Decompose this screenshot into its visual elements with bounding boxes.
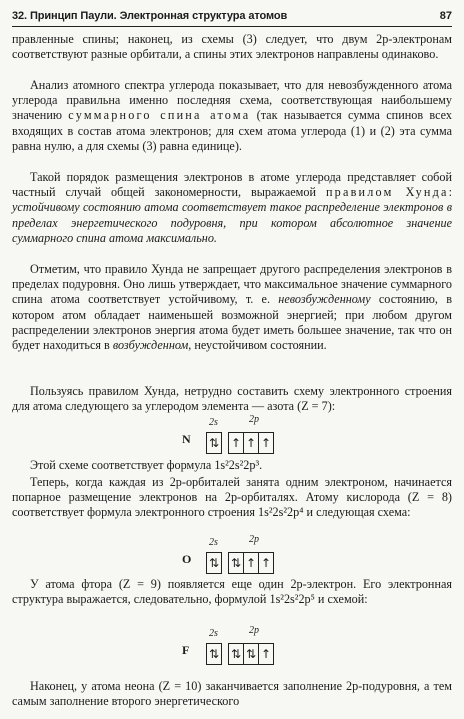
element-symbol: N [182,432,191,446]
orbital-scheme-nitrogen [182,414,292,456]
orbital-cell-2p: ↑ [258,643,274,665]
orbital-cell-2p: ⇅ [228,643,244,665]
orbital-cell-2p: ↑ [258,432,274,454]
hund-rule-term: правилом Хунда [325,185,449,200]
paragraph-8: У атома фтора (Z = 9) появляется еще один 2p-электрон. Его электронная структура выражается, следовательно, формулой 1s²2s²2p⁵ и схемой: [12,577,452,607]
orbital-cell-2p: ↑ [243,552,259,574]
paragraph-1: правленные спины; наконец, из схемы (3) следует, что двум 2p-электронам соответствуют разные орбитали, а спины этих электронов направлены одинаково. [12,32,452,62]
p-sublevel-label: 2p [249,414,259,425]
page-number: 87 [439,10,452,22]
orbital-scheme-fluorine [182,625,292,667]
running-title: 32. Принцип Паули. Электронная структура атомов [12,10,288,22]
p-sublevel-label: 2p [249,534,259,545]
element-symbol: O [182,552,192,566]
orbital-cell-2s: ⇅ [206,643,222,665]
paragraph-7: Теперь, когда каждая из 2p-орбиталей занята одним электроном, начинается попарное размещение электронов на 2p-орбиталях. Атому кислорода (Z = 8) соответствует формула электронного строения 1s²2s²2p⁴ и следующая схема: [12,475,452,520]
paragraph-3: Такой порядок размещения электронов в атоме углерода представляет собой частный случай общей закономерности, выражаемой правилом Хунда: устойчивому состоянию атома соответствует такое распределение электронов в пределах энергетического подуровня, при котором абсолютное значение суммарного спина атома максимально. [12,170,452,245]
hund-rule-statement: устойчивому состоянию атома соответствует такое распределение электронов в пределах энергетического подуровня, при котором абсолютное значение суммарного спина атома максимально. [12,200,452,245]
orbital-cell-2p: ⇅ [243,643,259,665]
orbital-cell-2p: ↑ [258,552,274,574]
orbital-scheme-oxygen [182,534,292,576]
paragraph-6: Этой схеме соответствует формула 1s²2s²2p³. [30,458,263,472]
p-sublevel-label: 2p [249,625,259,636]
orbital-cell-2s: ⇅ [206,432,222,454]
orbital-cell-2s: ⇅ [206,552,222,574]
s-sublevel-label: 2s [209,537,218,548]
paragraph-9: Наконец, у атома неона (Z = 10) заканчивается заполнение 2p-подуровня, а тем самым заполнение второго энергетического [12,679,452,709]
orbital-cell-2p: ⇅ [228,552,244,574]
element-symbol: F [182,643,190,657]
s-sublevel-label: 2s [209,628,218,639]
paragraph-4: Отметим, что правило Хунда не запрещает другого распределения электронов в пределах подуровня. Оно лишь утверждает, что максимальное значение суммарного спина атома соответствует устойчивому, т. е. невозбужденному состоянию, в котором атом обладает наименьшей возможной энергией; при любом другом распределении электронов энергия атома будет иметь большее значение, так что он будет находиться в возбужденном, неустойчивом состоянии. [12,262,452,353]
page-header [12,8,452,27]
paragraph-2: Анализ атомного спектра углерода показывает, что для невозбужденного атома углерода правильна именно последняя схема, соответствующая наибольшему значению суммарного спина атома (так называется сумма спинов всех входящих в состав атома электронов; для схем атома углерода (1) и (2) эта сумма равна нулю, а для схемы (3) равна единице). [12,78,452,153]
paragraph-5: Пользуясь правилом Хунда, нетрудно составить схему электронного строения для атома следующего за углеродом элемента — азота (Z = 7): [12,384,452,414]
orbital-cell-2p: ↑ [228,432,244,454]
orbital-cell-2p: ↑ [243,432,259,454]
s-sublevel-label: 2s [209,417,218,428]
